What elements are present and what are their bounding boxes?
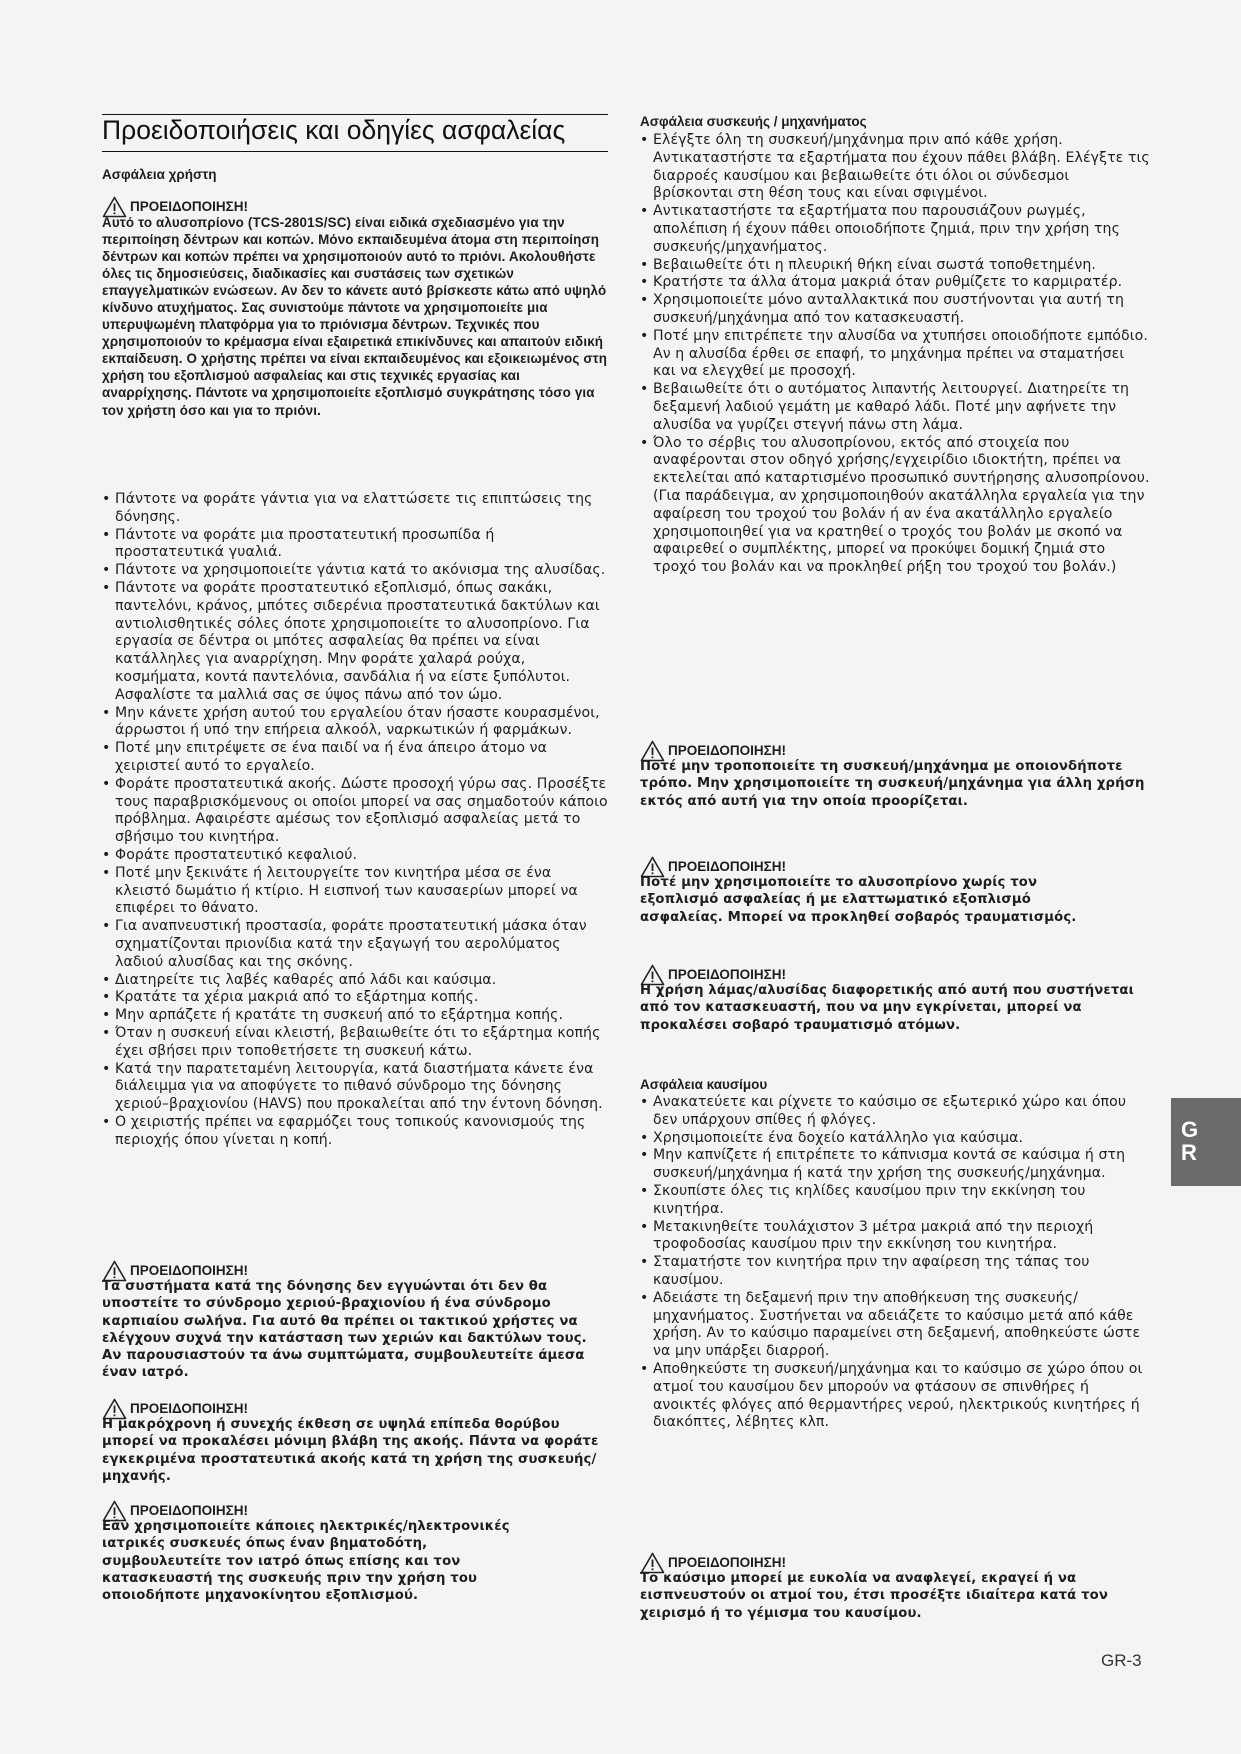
language-tab-letter: R [1181,1140,1197,1165]
list-item: • Ελέγξτε όλη τη συσκευή/μηχάνημα πριν από κάθε χρήση. Αντικαταστήστε τα εξαρτήματα που έχουν πάθει βλάβη. Ελέγξτε τις διαρροές καυσίμου και βεβαιωθείτε ότι όλοι οι σύνδεσμοι βρίσκονται στη θέση τους και είναι σφιγμένοι. [640,132,1150,203]
list-item: • Αντικαταστήστε τα εξαρτήματα που παρουσιάζουν ρωγμές, απολέπιση ή έχουν πάθει οποιοδήποτε ζημιά, πριν την χρήση της συσκευής/μηχανήματος. [640,203,1150,256]
list-item: • Αποθηκεύστε τη συσκευή/μηχάνημα και το καύσιμο σε χώρο όπου οι ατμοί του καυσίμου δεν μπορούν να φτάσουν σε σπινθήρες ή ανοικτές φλόγες από θερμαντήρες νερού, ηλεκτρικούς κινητήρες ή διακόπτες, λέβητες κλπ. [640,1361,1148,1432]
warning-label: ΠΡΟΕΙΔΟΠΟΙΗΣΗ! [130,1263,248,1278]
list-item: • Κρατήστε τα άλλα άτομα μακριά όταν ρυθμίζετε το καρμιρατέρ. [640,274,1150,292]
list-item: • Όταν η συσκευή είναι κλειστή, βεβαιωθείτε ότι το εξάρτημα κοπής έχει σβήσει πριν τοποθετήσετε τη συσκευή κάτω. [102,1025,608,1061]
list-item: • Κρατάτε τα χέρια μακριά από το εξάρτημα κοπής. [102,989,608,1007]
list-item: • Βεβαιωθείτε ότι ο αυτόματος λιπαντής λειτουργεί. Διατηρείτε τη δεξαμενή λαδιού γεμάτη με καθαρό λάδι. Ποτέ μην αφήνετε την αλυσίδα να γυρίζει στεγνή πάνω στη λάμα. [640,381,1150,434]
list-item: • Σταματήστε τον κινητήρα πριν την αφαίρεση της τάπας του καυσίμου. [640,1254,1148,1290]
list-item: • Για αναπνευστική προστασία, φοράτε προστατευτική μάσκα όταν σχηματίζονται πριονίδια κατά την εξαγωγή του αερολύματος λαδιού αλυσίδας και της σκόνης. [102,918,608,971]
warning-label: ΠΡΟΕΙΔΟΠΟΙΗΣΗ! [130,1401,248,1416]
page-number: GR-3 [1101,1651,1142,1670]
warning-label: ΠΡΟΕΙΔΟΠΟΙΗΣΗ! [668,859,786,874]
fuel-safety-heading: Ασφάλεια καυσίμου [640,1077,768,1092]
list-item: • Φοράτε προστατευτικό κεφαλιού. [102,847,608,865]
title-rule-bottom [102,151,608,152]
language-tab [1171,1098,1241,1186]
machine-safety-heading: Ασφάλεια συσκευής / μηχανήματος [640,114,867,129]
list-item: • Μην κάνετε χρήση αυτού του εργαλείου όταν ήσαστε κουρασμένοι, άρρωστοι ή υπό την επήρεια αλκοόλ, ναρκωτικών ή φαρμάκων. [102,705,608,741]
list-item: • Κατά την παρατεταμένη λειτουργία, κατά διαστήματα κάνετε ένα διάλειμμα για να αποφύγετε το πιθανό σύνδρομο της δόνησης χεριού–βραχιονίου (HAVS) που προκαλείται από την έντονη δόνηση. [102,1061,608,1114]
list-item: • Μην καπνίζετε ή επιτρέπετε το κάπνισμα κοντά σε καύσιμα ή στη συσκευή/μηχάνημα ή κατά την χρήση της συσκευής/μηχάνημα. [640,1147,1148,1183]
warning-text: Η μακρόχρονη ή συνεχής έκθεση σε υψηλά επίπεδα θορύβου μπορεί να προκαλέσει μόνιμη βλάβη της ακοής. Πάντα να φοράτε εγκεκριμένα προστατευτικά ακοής κατά τη χρήση της συσκευής/μηχανής. [102,1417,599,1484]
fuel-safety-list [640,1094,1148,1432]
list-item: • Όλο το σέρβις του αλυσοπρίονου, εκτός από στοιχεία που αναφέρονται στον οδηγό χρήσης/εγχειρίδιο ιδιοκτήτη, πρέπει να εκτελείται από καταρτισμένο προσωπικό συντήρησης αλυσοπρίονου. (Για παράδειγμα, αν χρησιμοποιηθούν ακατάλληλα εργαλεία για την αφαίρεση του τροχού του βολάν ή αν ένα ακατάλληλο εργαλείο χρησιμοποιηθεί για να κρατηθεί ο τροχός του βολάν με σκοπό να αφαιρεθεί ο συμπλέκτης, μπορεί να προκύψει δομική ζημιά στο τροχό του βολάν και να προκληθεί ρήξη του τροχού του βολάν.) [640,435,1150,577]
list-item: • Πάντοτε να χρησιμοποιείτε γάντια κατά το ακόνισμα της αλυσίδας. [102,562,608,580]
list-item: • Αδειάστε τη δεξαμενή πριν την αποθήκευση της συσκευής/ μηχανήματος. Συστήνεται να αδειάζετε το καύσιμο μετά από κάθε χρήση. Αν το καύσιμο παραμείνει στη δεξαμενή, αποθηκεύστε ώστε να μην υπάρξει διαρροή. [640,1290,1148,1361]
warning-text: Τα συστήματα κατά της δόνησης δεν εγγυώνται ότι δεν θα υποστείτε το σύνδρομο χεριού-βραχιονίου ή ένα σύνδρομο καρπιαίου σωλήνα. Για αυτό θα πρέπει οι τακτικού χρήστες να ελέγχουν συχνά την κατάσταση των χεριών και δακτύλων τους. Αν παρουσιαστούν τα άνω συμπτώματα, συμβουλευτείτε άμεσα έναν ιατρό. [102,1279,587,1381]
page-title: Προειδοποιήσεις και οδηγίες ασφαλείας [102,115,566,145]
list-item: • Ο χειριστής πρέπει να εφαρμόζει τους τοπικούς κανονισμούς της περιοχής όπου γίνεται η κοπή. [102,1114,608,1150]
warning-label: ΠΡΟΕΙΔΟΠΟΙΗΣΗ! [668,743,786,758]
warning-label: ΠΡΟΕΙΔΟΠΟΙΗΣΗ! [668,1555,786,1570]
warning-text: Εάν χρησιμοποιείτε κάποιες ηλεκτρικές/ηλεκτρονικές ιατρικές συσκευές όπως έναν βηματοδότη, συμβουλευτείτε τον ιατρό όπως επίσης και τον κατασκευαστή της συσκευής πριν την χρήση του οποιοδήποτε μηχανοκίνητου εξοπλισμού. [102,1519,510,1604]
machine-safety-list [640,132,1150,577]
list-item: • Χρησιμοποιείτε μόνο ανταλλακτικά που συστήνονται για αυτή τη συσκευή/μηχάνημα από τον κατασκευαστή. [640,292,1150,328]
list-item: • Πάντοτε να φοράτε μια προστατευτική προσωπίδα ή προστατευτικά γυαλιά. [102,527,608,563]
warning-label: ΠΡΟΕΙΔΟΠΟΙΗΣΗ! [130,199,248,214]
list-item: • Ποτέ μην επιτρέψετε σε ένα παιδί να ή ένα άπειρο άτομο να χειριστεί αυτό το εργαλείο. [102,740,608,776]
list-item: • Χρησιμοποιείτε ένα δοχείο κατάλληλο για καύσιμα. [640,1130,1148,1148]
user-safety-heading: Ασφάλεια χρήστη [102,167,217,182]
language-tab-letter: G [1181,1117,1199,1142]
user-safety-list [102,491,608,1149]
warning-text: Το καύσιμο μπορεί με ευκολία να αναφλεγεί, εκραγεί ή να εισπνευστούν οι ατμοί του, έτσι προσέξτε ιδιαίτερα κατά τον χειρισμό ή το γέμισμα του καυσίμου. [640,1571,1109,1621]
warning-text: Η χρήση λάμας/αλυσίδας διαφορετικής από αυτή που συστήνεται από τον κατασκευαστή, που να μην εγκρίνεται, μπορεί να προκαλέσει σοβαρό τραυματισμό ατόμων. [640,983,1134,1033]
warning-text: Αυτό το αλυσοπρίονο (TCS-2801S/SC) είναι ειδικά σχεδιασμένο για την περιποίηση δέντρων και κοπών. Μόνο εκπαιδευμένα άτομα στη περιποίηση δέντρων και κοπών πρέπει να χρησιμοποιούν αυτό το πριόνι. Ακολουθήστε όλες τις δημοσιεύσεις, διαδικασίες και συστάσεις των σχετικών επαγγελματικών ενώσεων. Αν δεν το κάνετε αυτό βρίσκεστε κάτω από υψηλό κίνδυνο ατυχήματος. Σας συνιστούμε πάντοτε να χρησιμοποιείτε μια υπερυψωμένη πλατφόρμα για το πριόνισμα δέντρων. Τεχνικές που χρησιμοποιούν το κρέμασμα είναι εξαιρετικά επικίνδυνες και απαιτούν ειδική εκπαίδευση. Ο χρήστης πρέπει να είναι εκπαιδευμένος και εξοικειωμένος στη χρήση του εξοπλισμού ασφαλείας και στις τεχνικές εργασίας και αναρρίχησης. Πάντοτε να χρησιμοποιείτε εξοπλισμό συγκράτησης τόσο για τον χρήστη όσο και για το πριόνι. [102,215,608,418]
warning-label: ΠΡΟΕΙΔΟΠΟΙΗΣΗ! [130,1503,248,1518]
list-item: • Ανακατεύετε και ρίχνετε το καύσιμο σε εξωτερικό χώρο και όπου δεν υπάρχουν σπίθες ή φλόγες. [640,1094,1148,1130]
list-item: • Βεβαιωθείτε ότι η πλευρική θήκη είναι σωστά τοποθετημένη. [640,257,1150,275]
list-item: • Μετακινηθείτε τουλάχιστον 3 μέτρα μακριά από την περιοχή τροφοδοσίας καυσίμου πριν την εκκίνηση του κινητήρα. [640,1219,1148,1255]
warning-label: ΠΡΟΕΙΔΟΠΟΙΗΣΗ! [668,967,786,982]
list-item: • Ποτέ μην ξεκινάτε ή λειτουργείτε τον κινητήρα μέσα σε ένα κλειστό δωμάτιο ή κτίριο. Η εισπνοή των καυσαερίων μπορεί να επιφέρει το θάνατο. [102,865,608,918]
list-item: • Φοράτε προστατευτικά ακοής. Δώστε προσοχή γύρω σας. Προσέξτε τους παραβρισκόμενους οι οποίοι μπορεί να σας σημαδοτούν κάποιο πρόβλημα. Αφαιρέστε αμέσως τον εξοπλισμό ασφαλείας μετά το σβήσιμο του κινητήρα. [102,776,608,847]
list-item: • Σκουπίστε όλες τις κηλίδες καυσίμου πριν την εκκίνηση του κινητήρα. [640,1183,1148,1219]
list-item: • Διατηρείτε τις λαβές καθαρές από λάδι και καύσιμα. [102,972,608,990]
list-item: • Μην αρπάζετε ή κρατάτε τη συσκευή από το εξάρτημα κοπής. [102,1007,608,1025]
list-item: • Πάντοτε να φοράτε γάντια για να ελαττώσετε τις επιπτώσεις της δόνησης. [102,491,608,527]
list-item: • Πάντοτε να φοράτε προστατευτικό εξοπλισμό, όπως σακάκι, παντελόνι, κράνος, μπότες σιδερένια προστατευτικά δακτύλων και αντιολισθητικές σόλες όποτε χρησιμοποιείτε το αλυσοπρίονο. Για εργασία σε δέντρα οι μπότες ασφαλείας θα πρέπει να είναι κατάλληλες για αναρρίχηση. Μην φοράτε χαλαρά ρούχα, κοσμήματα, κοντά παντελόνια, σανδάλια ή να είστε ξυπόλυτοι. Ασφαλίστε τα μαλλιά σας σε ύψος πάνω από τον ώμο. [102,580,608,705]
warning-text: Ποτέ μην χρησιμοποιείτε το αλυσοπρίονο χωρίς τον εξοπλισμό ασφαλείας ή με ελαττωματικό εξοπλισμό ασφαλείας. Μπορεί να προκληθεί σοβαρός τραυματισμός. [640,875,1077,925]
warning-text: Ποτέ μην τροποποιείτε τη συσκευή/μηχάνημα με οποιονδήποτε τρόπο. Μην χρησιμοποιείτε τη συσκευή/μηχάνημα για άλλη χρήση εκτός από αυτή για την οποία προορίζεται. [640,759,1145,809]
list-item: • Ποτέ μην επιτρέπετε την αλυσίδα να χτυπήσει οποιοδήποτε εμπόδιο. Αν η αλυσίδα έρθει σε επαφή, το μηχάνημα πρέπει να σταματήσει και να ελεγχθεί με προσοχή. [640,328,1150,381]
